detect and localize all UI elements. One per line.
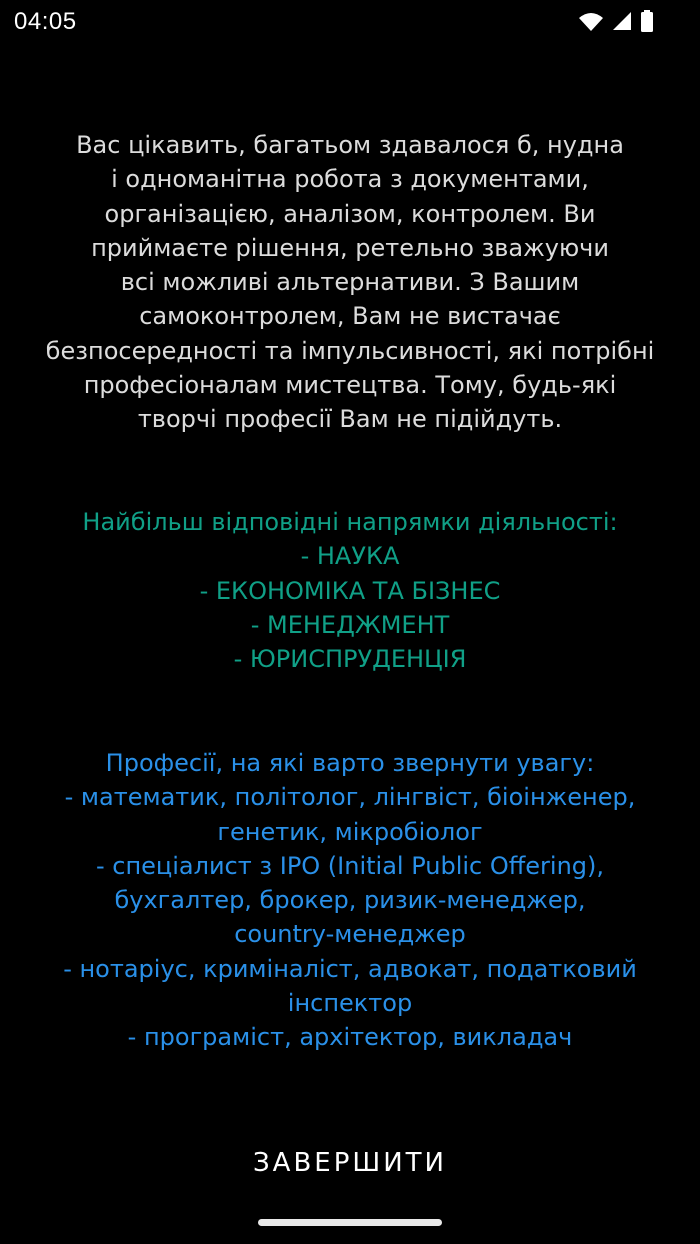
- cellular-signal-icon: [612, 11, 632, 31]
- home-indicator[interactable]: [258, 1219, 442, 1226]
- description-line: Вас цікавить, багатьом здавалося б, нудна: [76, 131, 624, 159]
- direction-item: - ЮРИСПРУДЕНЦІЯ: [233, 645, 467, 674]
- professions-heading: Професії, на які варто звернути увагу:: [105, 749, 595, 777]
- result-description: [20, 128, 680, 437]
- battery-icon: [640, 10, 654, 32]
- direction-item: - НАУКА: [300, 542, 400, 571]
- profession-item: - спеціалист з IPO (Initial Public Offering),: [95, 851, 605, 880]
- profession-item: інспектор: [287, 989, 413, 1018]
- description-line: приймаєте рішення, ретельно зважуючи: [91, 233, 609, 262]
- description-line: і одноманітна робота з документами,: [111, 165, 589, 194]
- direction-item: - ЕКОНОМІКА ТА БІЗНЕС: [199, 576, 501, 605]
- profession-item: бухгалтер, брокер, ризик-менеджер,: [114, 886, 586, 915]
- profession-item: - нотаріус, криміналіст, адвокат, податковий: [63, 954, 637, 983]
- direction-item: - МЕНЕДЖМЕНТ: [250, 610, 450, 639]
- status-bar: [0, 0, 700, 44]
- status-icons: [578, 10, 654, 32]
- description-line: всі можливі альтернативи. З Вашим: [120, 268, 580, 297]
- status-time: 04:05: [14, 8, 77, 35]
- wifi-icon: [578, 11, 604, 31]
- recommended-directions: [20, 505, 680, 676]
- profession-item: генетик, мікробіолог: [217, 817, 483, 846]
- directions-heading: Найбільш відповідні напрямки діяльності:: [82, 508, 618, 536]
- recommended-professions: [20, 746, 680, 1055]
- profession-item: country-менеджер: [234, 920, 466, 949]
- finish-button[interactable]: ЗАВЕРШИТИ: [200, 1137, 500, 1189]
- profession-item: - програміст, архітектор, викладач: [127, 1023, 573, 1052]
- description-line: організацією, аналізом, контролем. Ви: [104, 199, 596, 228]
- description-line: безпосередності та імпульсивності, які потрібні: [45, 336, 655, 365]
- description-line: професіоналам мистецтва. Тому, будь-які: [83, 371, 617, 400]
- description-line: творчі професії Вам не підійдуть.: [137, 405, 563, 434]
- profession-item: - математик, політолог, лінгвіст, біоінженер,: [64, 783, 636, 812]
- description-line: самоконтролем, Вам не вистачає: [139, 302, 561, 331]
